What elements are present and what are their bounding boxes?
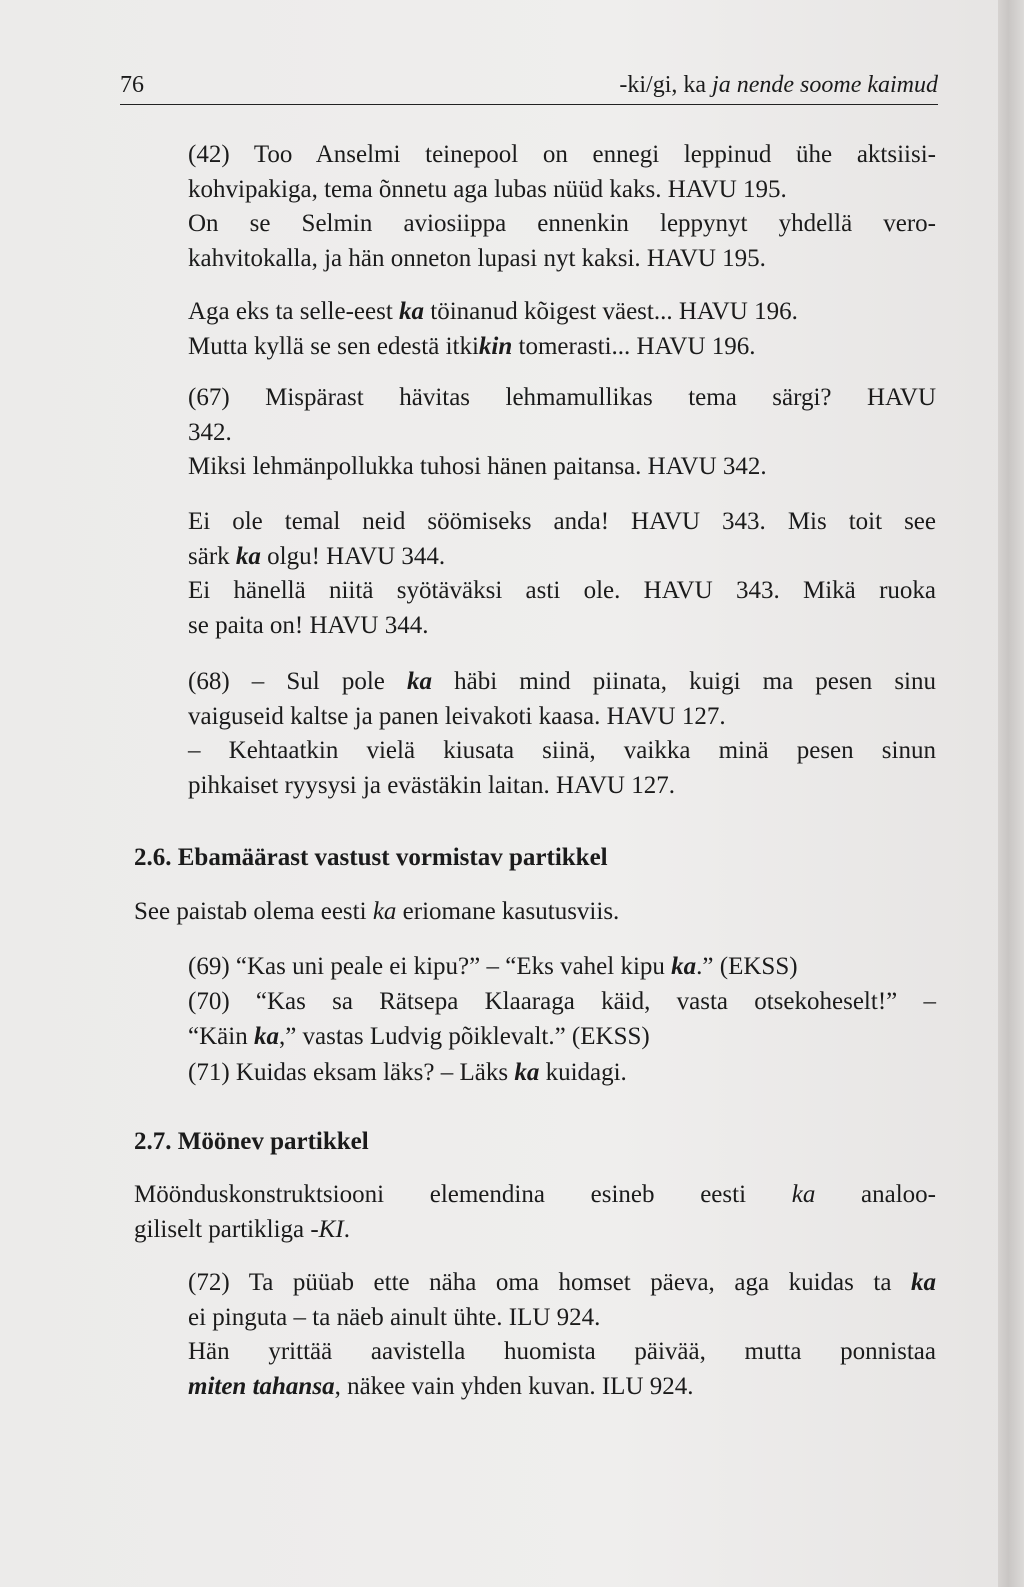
- text-line: ei pinguta – ta näeb ainult ühte. ILU 924.: [188, 1303, 601, 1331]
- text-line: 342.: [188, 418, 232, 446]
- text-run: häbi mind piinata, kuigi ma pesen sinu: [431, 668, 936, 695]
- emphasis-ka: ka: [253, 1022, 279, 1050]
- text-run: ,” vastas Ludvig põiklevalt.” (EKSS): [278, 1022, 650, 1050]
- text-line: (42) Too Anselmi teinepool on ennegi leppinud ühe aktsiisi-: [188, 141, 936, 168]
- text-run: olgu! HAVU 344.: [260, 542, 446, 570]
- text-line: [188, 1266, 936, 1301]
- example-69: [188, 950, 936, 985]
- text-run: analoo-: [815, 1181, 936, 1208]
- text-run: (72) Ta püüab ette näha oma homset päeva, aga kuidas ta: [188, 1269, 911, 1296]
- text-line: Miksi lehmänpollukka tuhosi hänen paitansa. HAVU 342.: [188, 453, 767, 480]
- text-run: tomerasti... HAVU 196.: [512, 332, 756, 360]
- text-run: Aga eks ta selle-eest: [188, 298, 400, 325]
- paragraph: [134, 895, 936, 930]
- example-70: [188, 985, 936, 1054]
- text-run: .: [343, 1215, 350, 1243]
- text-run: töinanud kõigest väest... HAVU 196.: [424, 298, 798, 325]
- text-line: [134, 1178, 936, 1213]
- text-line: [188, 665, 936, 700]
- text-line: – Kehtaatkin vielä kiusata siinä, vaikka minä pesen sinun: [188, 737, 936, 764]
- page-number: 76: [120, 72, 144, 98]
- text-line: [188, 330, 936, 365]
- text-run: kuidagi.: [539, 1059, 627, 1086]
- text-line: Hän yrittää aavistella huomista päivää, mutta ponnistaa: [188, 1338, 936, 1365]
- italic-ka: ka: [372, 898, 397, 925]
- text-run: (71) Kuidas eksam läks? – Läks: [188, 1059, 515, 1086]
- emphasis-ka: ka: [671, 953, 697, 980]
- section-heading-2-6: 2.6. Ebamäärast vastust vormistav partikkel: [134, 844, 608, 871]
- emphasis-ka: ka: [514, 1059, 540, 1086]
- emphasis-miten-tahansa: miten tahansa: [188, 1372, 335, 1400]
- text-line: [134, 1213, 936, 1248]
- running-header: [120, 70, 938, 105]
- text-line: [188, 950, 936, 985]
- text-run: , näkee vain yhden kuvan. ILU 924.: [334, 1372, 694, 1400]
- example-67b: [188, 505, 936, 643]
- text-run: Möönduskonstruktsiooni elemendina esineb eesti: [134, 1181, 792, 1208]
- text-run: (69) “Kas uni peale ei kipu?” – “Eks vahel kipu: [188, 953, 672, 980]
- text-line: On se Selmin aviosiippa ennenkin leppynyt yhdellä vero-: [188, 210, 936, 237]
- emphasis-ka: ka: [235, 542, 261, 570]
- text-run: giliselt partikliga: [134, 1215, 311, 1243]
- example-ka-ki: [188, 295, 936, 364]
- example-71: [188, 1056, 936, 1091]
- text-line: Ei ole temal neid söömiseks anda! HAVU 343. Mis toit see: [188, 508, 936, 535]
- emphasis-ka: ka: [399, 298, 425, 325]
- text-run: särk: [188, 542, 236, 570]
- running-title-italic: ja nende soome kaimud: [712, 72, 938, 98]
- text-line: Ei hänellä niitä syötäväksi asti ole. HAVU 343. Mikä ruoka: [188, 577, 936, 604]
- paragraph: [134, 1178, 936, 1247]
- emphasis-kin: kin: [478, 332, 513, 360]
- italic-ki: -KI: [310, 1215, 344, 1243]
- running-title-plain: -ki/gi, ka: [619, 72, 707, 98]
- page-edge: [998, 0, 1024, 1587]
- text-line: kahvitokalla, ja hän onneton lupasi nyt kaksi. HAVU 195.: [188, 244, 766, 272]
- text-line: (67) Mispärast hävitas lehmamullikas tema särgi? HAVU: [188, 384, 936, 411]
- text-line: [188, 1020, 936, 1055]
- text-run: (68) – Sul pole: [188, 668, 407, 695]
- text-line: [188, 540, 936, 575]
- section-heading-2-7: 2.7. Möönev partikkel: [134, 1128, 369, 1155]
- text-line: vaiguseid kaltse ja panen leivakoti kaasa. HAVU 127.: [188, 702, 726, 730]
- text-line: kohvipakiga, tema õnnetu aga lubas nüüd kaks. HAVU 195.: [188, 175, 787, 203]
- text-line: [188, 1056, 936, 1091]
- example-72: [188, 1266, 936, 1404]
- text-run: .” (EKSS): [696, 953, 798, 980]
- emphasis-ka: ka: [406, 668, 432, 695]
- italic-ka: ka: [791, 1181, 816, 1208]
- example-42: [188, 138, 936, 276]
- running-title: [619, 72, 938, 99]
- text-line: (70) “Kas sa Rätsepa Klaaraga käid, vasta otsekoheselt!” –: [188, 988, 936, 1015]
- text-line: [188, 1370, 936, 1405]
- text-run: See paistab olema eesti: [134, 898, 373, 925]
- text-line: se paita on! HAVU 344.: [188, 611, 429, 639]
- emphasis-ka: ka: [911, 1269, 936, 1296]
- example-68: [188, 665, 936, 803]
- text-run: “Käin: [188, 1022, 254, 1050]
- text-line: [188, 295, 936, 330]
- text-line: pihkaiset ryysysi ja evästäkin laitan. HAVU 127.: [188, 771, 675, 799]
- text-run: Mutta kyllä se sen edestä itki: [188, 332, 479, 360]
- text-run: eriomane kasutusviis.: [396, 898, 620, 925]
- example-67: [188, 381, 936, 485]
